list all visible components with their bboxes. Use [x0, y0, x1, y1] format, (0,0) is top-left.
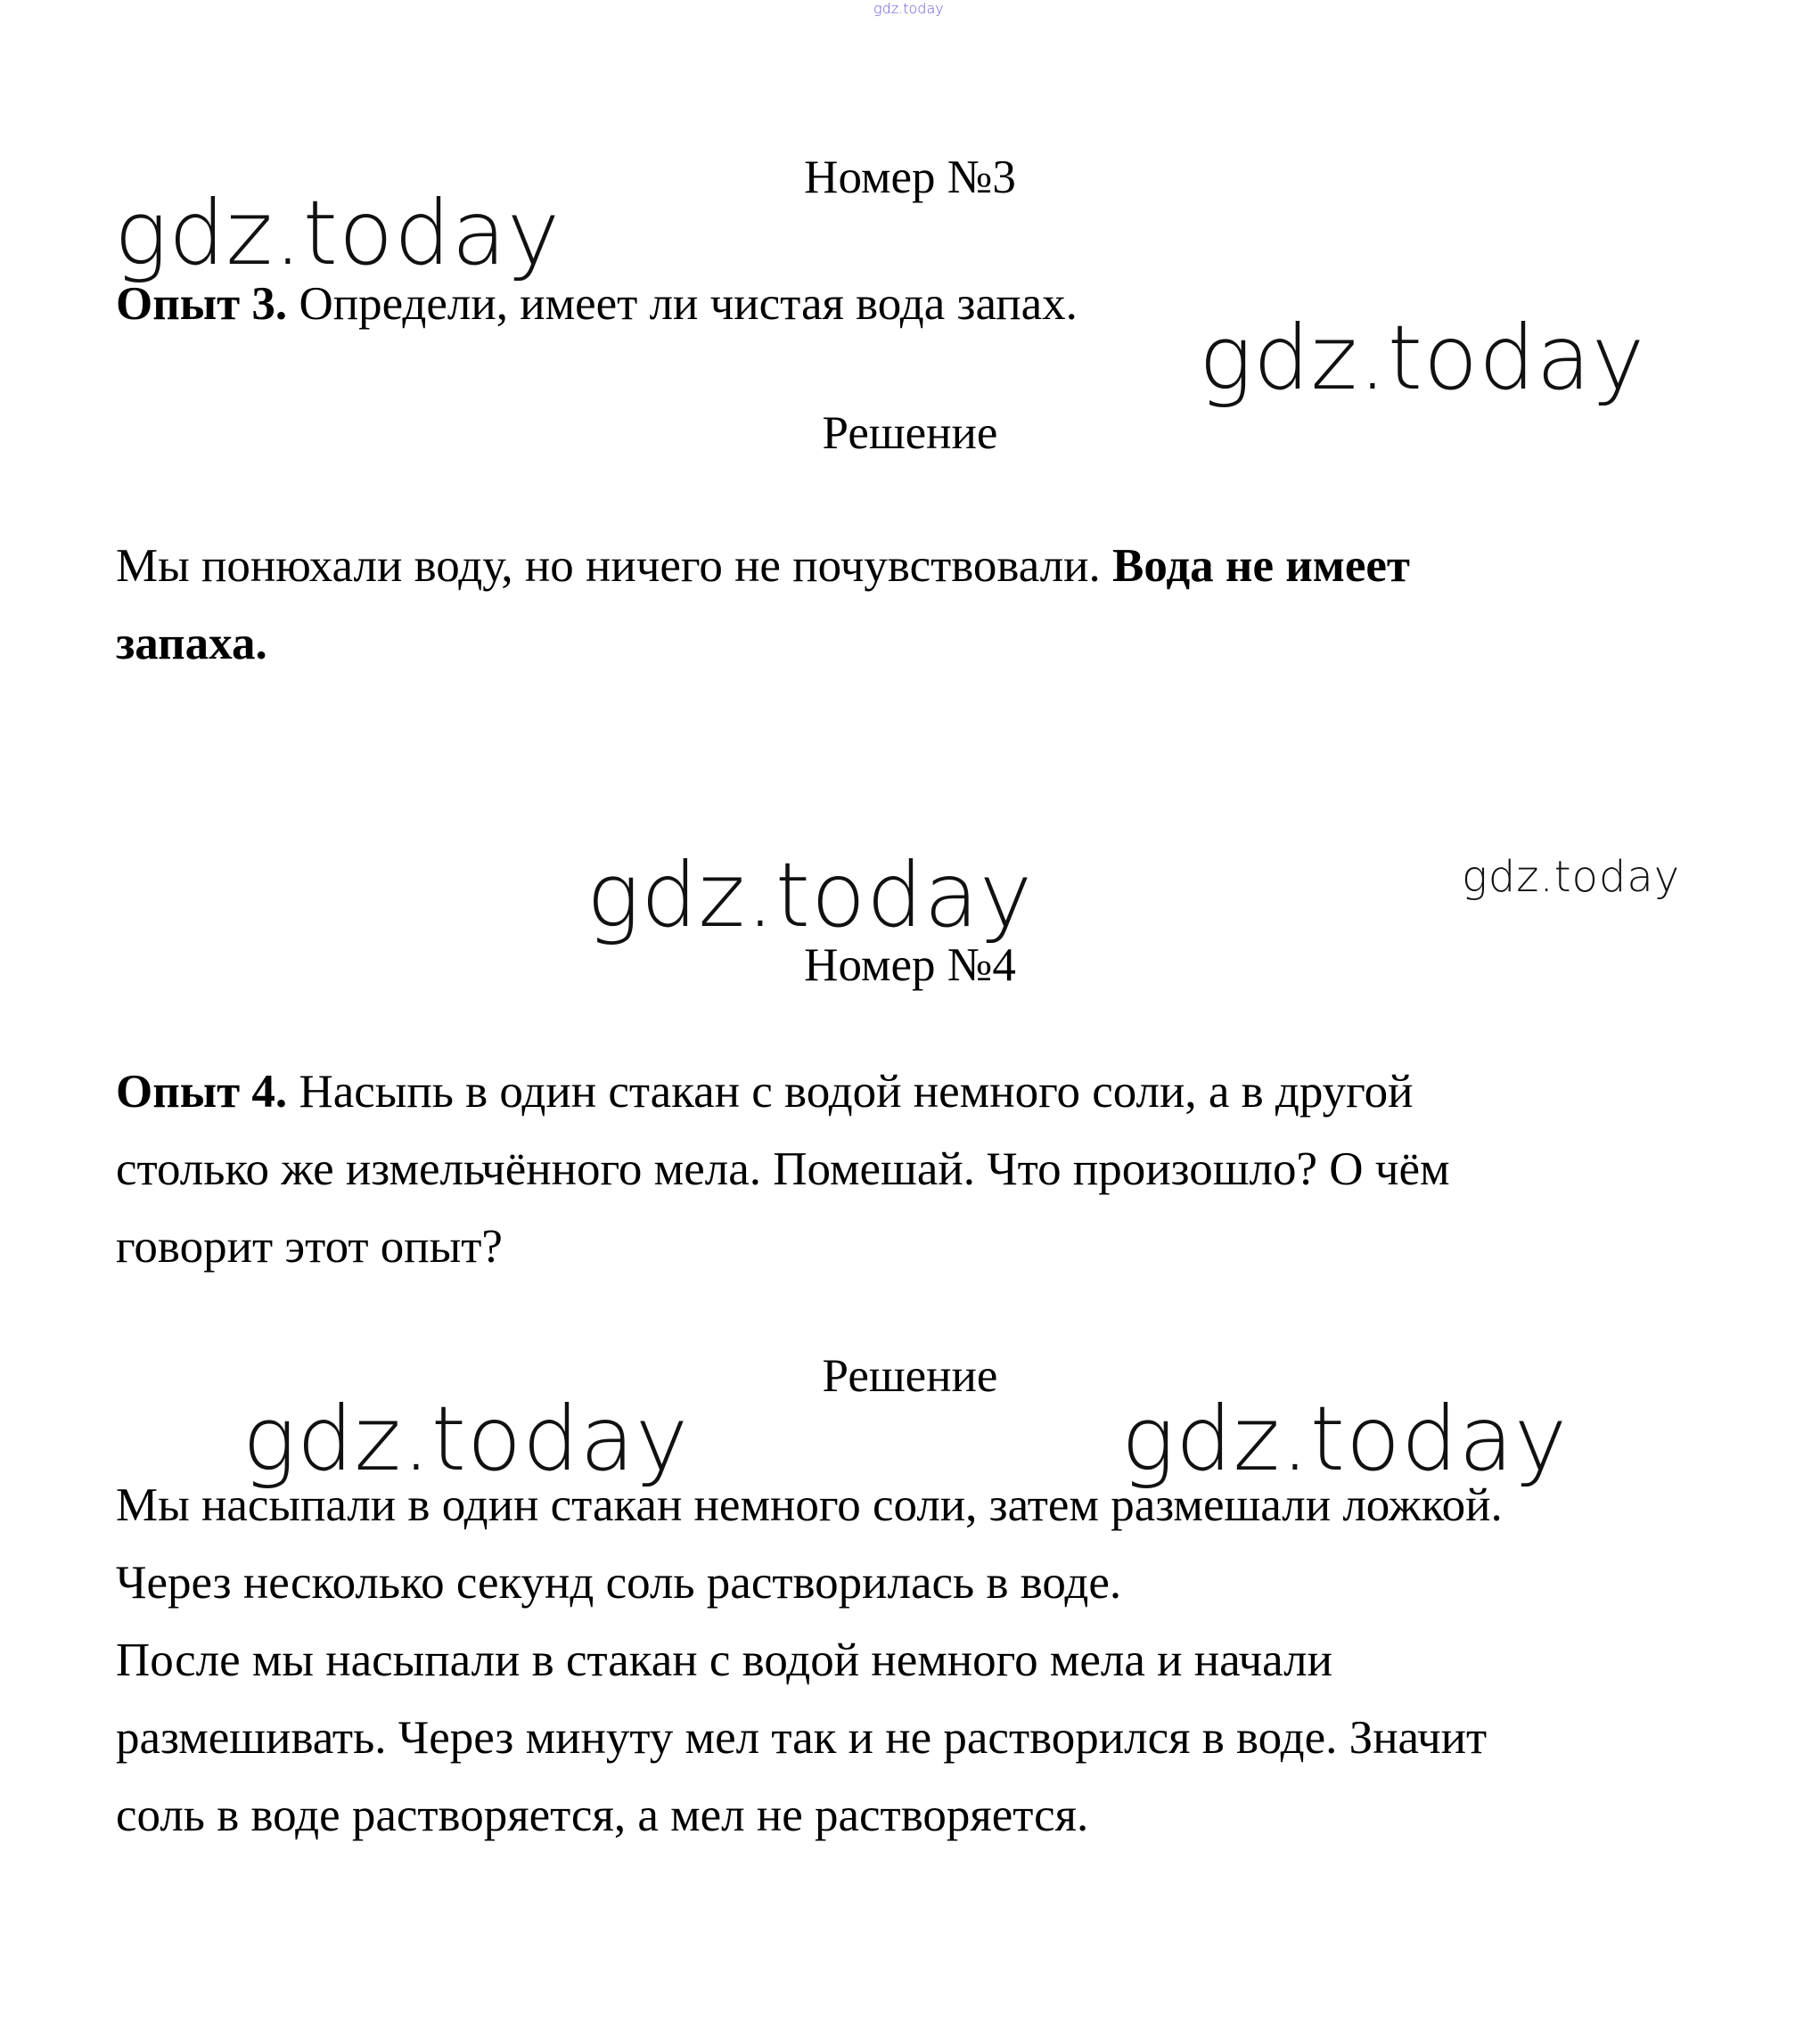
watermark-top-right: gdz.today [1199, 306, 1646, 410]
problem-4-heading: Номер №4 [804, 939, 1016, 991]
problem-3-answer-line-2 [116, 605, 267, 683]
problem-3-answer-bold-2: запаха. [116, 618, 267, 669]
problem-4-answer-line-2: Через несколько секунд соль растворилась в воде. [116, 1557, 1122, 1609]
problem-3-heading: Номер №3 [804, 152, 1016, 203]
watermark-top-small: gdz.today [873, 0, 944, 17]
problem-3-answer-line-1 [116, 528, 1410, 605]
watermark-middle: gdz.today [586, 843, 1034, 947]
problem-4-task-line-3: говорит этот опыт? [116, 1221, 503, 1273]
problem-4-task-line-2: столько же измельчённого мела. Помешай. Что произошло? О чём [116, 1143, 1450, 1195]
watermark-bottom-left: gdz.today [242, 1387, 690, 1491]
problem-3-answer-bold-1: Вода не имеет [1112, 540, 1410, 592]
problem-4-answer-line-5: соль в воде растворяется, а мел не растворяется. [116, 1790, 1089, 1841]
problem-4-answer-line-3: После мы насыпали в стакан с водой немного мела и начали [116, 1634, 1332, 1686]
problem-4-solution-heading: Решение [822, 1350, 998, 1402]
problem-3-task-label: Опыт 3. [116, 278, 288, 330]
problem-4-answer-line-1: Мы насыпали в один стакан немного соли, затем размешали ложкой. [116, 1479, 1503, 1531]
problem-4-answer-line-4: размешивать. Через минуту мел так и не растворился в воде. Значит [116, 1712, 1488, 1764]
problem-4-task-text-1: Насыпь в один стакан с водой немного соли, а в другой [287, 1066, 1414, 1118]
problem-3-answer-text: Мы понюхали воду, но ничего не почувствовали. [116, 540, 1113, 592]
problem-3-task [116, 266, 1078, 343]
problem-4-task-line-1 [116, 1053, 1413, 1131]
problem-3-solution-heading: Решение [822, 407, 998, 459]
problem-3-task-text: Определи, имеет ли чистая вода запах. [287, 278, 1078, 330]
watermark-middle-right: gdz.today [1462, 852, 1681, 902]
watermark-bottom-right: gdz.today [1121, 1387, 1569, 1491]
watermark-top-left: gdz.today [114, 181, 562, 285]
problem-4-task-label: Опыт 4. [116, 1066, 288, 1118]
